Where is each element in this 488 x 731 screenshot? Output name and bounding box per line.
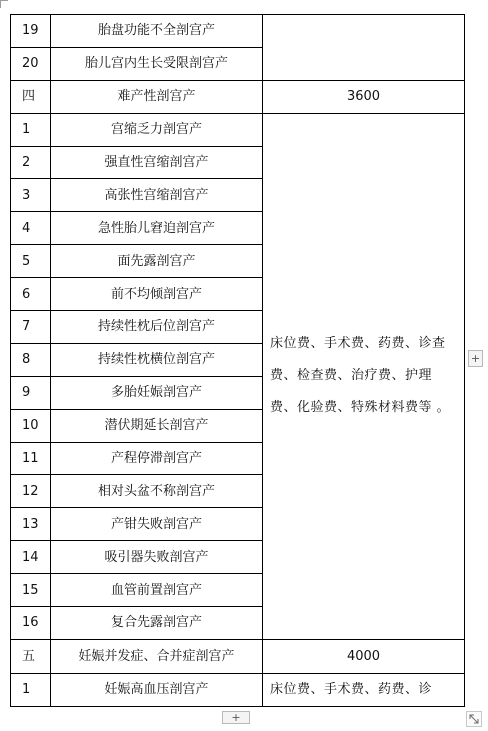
procedure-name: 妊娠高血压剖宫产 <box>51 673 263 707</box>
row-number: 16 <box>11 607 51 640</box>
table-resize-handle[interactable] <box>466 711 482 727</box>
procedure-name: 胎儿宫内生长受限剖宫产 <box>51 47 263 80</box>
category-row <box>11 639 465 673</box>
row-number: 9 <box>11 376 51 409</box>
category-number: 四 <box>11 80 51 113</box>
table-row <box>11 673 465 707</box>
procedure-name: 复合先露剖宫产 <box>51 607 263 640</box>
row-number: 7 <box>11 311 51 344</box>
row-number: 12 <box>11 475 51 508</box>
row-number: 15 <box>11 574 51 607</box>
procedure-name: 血管前置剖宫产 <box>51 574 263 607</box>
procedure-name: 吸引器失败剖宫产 <box>51 541 263 574</box>
row-number: 14 <box>11 541 51 574</box>
row-number: 8 <box>11 343 51 376</box>
fee-notes: 床位费、手术费、药费、诊查费、检查费、治疗费、护理费、化验费、特殊材料费等 。 <box>263 113 465 639</box>
procedure-name: 急性胎儿窘迫剖宫产 <box>51 212 263 245</box>
row-number: 10 <box>11 409 51 442</box>
procedure-name: 多胎妊娠剖宫产 <box>51 376 263 409</box>
row-number: 2 <box>11 146 51 179</box>
fee-table <box>10 14 465 707</box>
row-number: 11 <box>11 442 51 475</box>
add-row-button[interactable]: + <box>222 711 250 724</box>
procedure-name: 高张性宫缩剖宫产 <box>51 179 263 212</box>
empty-fee-cell <box>263 15 465 81</box>
row-number: 3 <box>11 179 51 212</box>
row-number: 5 <box>11 245 51 278</box>
fee-notes-truncated: 床位费、手术费、药费、诊 <box>263 673 465 707</box>
category-name: 妊娠并发症、合并症剖宫产 <box>51 639 263 673</box>
category-name: 难产性剖宫产 <box>51 80 263 113</box>
category-price: 4000 <box>263 639 465 673</box>
procedure-name: 强直性宫缩剖宫产 <box>51 146 263 179</box>
procedure-name: 宫缩乏力剖宫产 <box>51 113 263 146</box>
procedure-name: 相对头盆不称剖宫产 <box>51 475 263 508</box>
procedure-name: 面先露剖宫产 <box>51 245 263 278</box>
category-row <box>11 80 465 113</box>
procedure-name: 潜伏期延长剖宫产 <box>51 409 263 442</box>
procedure-name: 持续性枕横位剖宫产 <box>51 343 263 376</box>
row-number: 1 <box>11 113 51 146</box>
table-row <box>11 15 465 48</box>
procedure-name: 持续性枕后位剖宫产 <box>51 311 263 344</box>
row-number: 19 <box>11 15 51 48</box>
row-number: 6 <box>11 278 51 311</box>
row-number: 13 <box>11 508 51 541</box>
add-column-button[interactable]: + <box>468 350 483 367</box>
table-row <box>11 113 465 146</box>
page-corner-mark <box>0 0 8 8</box>
category-number: 五 <box>11 639 51 673</box>
procedure-name: 胎盘功能不全剖宫产 <box>51 15 263 48</box>
resize-arrows-icon <box>468 713 480 725</box>
row-number: 1 <box>11 673 51 707</box>
row-number: 4 <box>11 212 51 245</box>
category-price: 3600 <box>263 80 465 113</box>
procedure-name: 产钳失败剖宫产 <box>51 508 263 541</box>
procedure-name: 产程停滞剖宫产 <box>51 442 263 475</box>
procedure-name: 前不均倾剖宫产 <box>51 278 263 311</box>
row-number: 20 <box>11 47 51 80</box>
